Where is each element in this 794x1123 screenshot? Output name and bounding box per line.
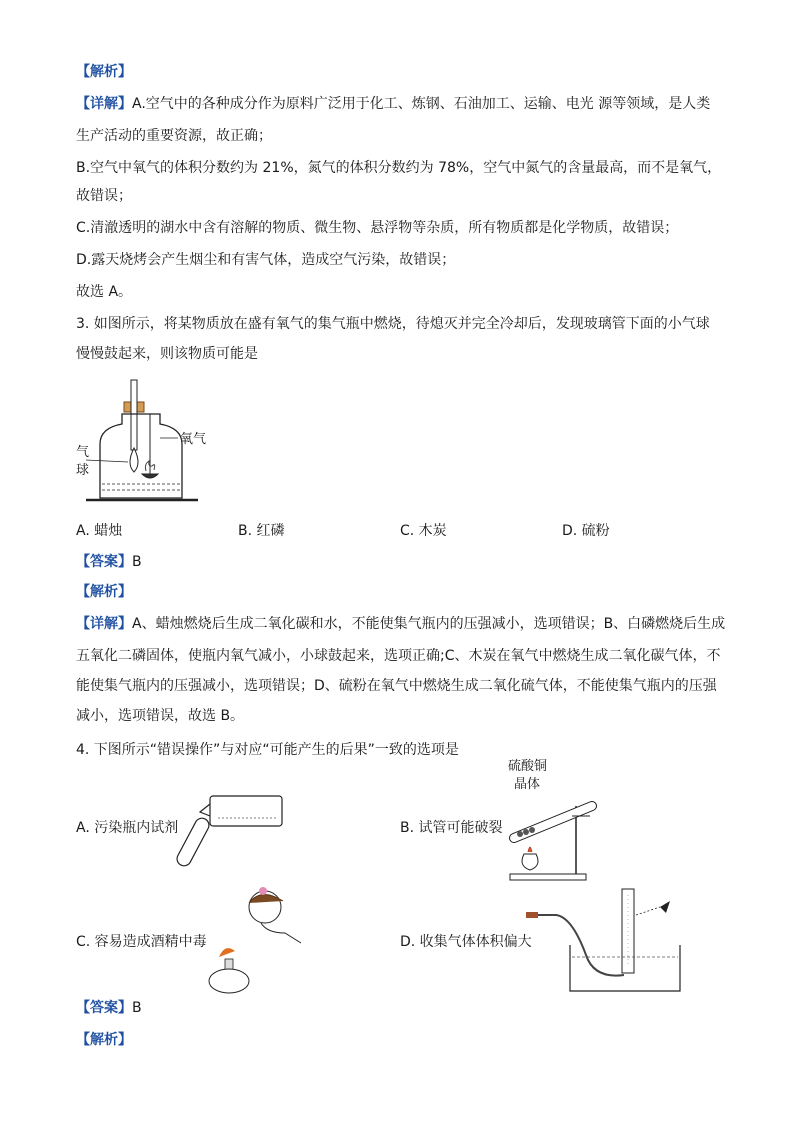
crystal-label: 晶体: [514, 777, 541, 792]
gas-bottle-figure: [76, 378, 226, 508]
option-b: B. 试管可能破裂: [400, 820, 503, 836]
answer-line: [76, 998, 142, 1018]
answer-heading: 【答案】: [76, 1000, 132, 1016]
detail-text: A.空气中的各种成分作为原料广泛用于化工、炼钢、石油加工、运输、电光 源等领域，是人类: [132, 96, 711, 112]
detail-line: [76, 94, 710, 114]
detail-line: D.露天烧烤会产生烟尘和有害气体，造成空气污染，故错误；: [76, 252, 456, 268]
analysis-heading: 【解析】: [76, 64, 132, 80]
option-c: C. 容易造成酒精中毒: [76, 934, 207, 950]
heating-figure: [500, 759, 620, 882]
copper-sulfate-label: 硫酸铜: [508, 759, 548, 774]
answer-line: [76, 552, 142, 572]
detail-heading: 【详解】: [76, 96, 132, 112]
detail-line: 能使集气瓶内的压强减小，选项错误；D、硫粉在氧气中燃烧生成二氧化硫气体，不能使集气瓶内的压强: [76, 678, 717, 694]
option-a: A. 污染瓶内试剂: [76, 820, 179, 836]
detail-line: [76, 614, 725, 634]
answer-heading: 【答案】: [76, 554, 132, 570]
oxygen-label: 氧气: [180, 432, 207, 447]
balloon-label: 气: [76, 445, 90, 460]
detail-line: C.清澈透明的湖水中含有溶解的物质、微生物、悬浮物等杂质，所有物质都是化学物质，故错误；: [76, 220, 679, 236]
gas-collection-figure: [566, 885, 696, 995]
balloon-label: 球: [76, 463, 90, 478]
detail-line: 五氧化二磷固体，使瓶内氧气减小，小球鼓起来，选项正确;C、木炭在氧气中燃烧生成二氧化碳气体，不: [76, 648, 721, 664]
detail-line: 生产活动的重要资源，故正确；: [76, 128, 272, 144]
answer-value: B: [132, 1000, 142, 1016]
option-a: A. 蜡烛: [76, 523, 123, 539]
answer-value: B: [132, 554, 142, 570]
blowing-lamp-figure: [205, 885, 305, 995]
detail-text: A、蜡烛燃烧后生成二氧化碳和水，不能使集气瓶内的压强减小，选项错误；B、白磷燃烧后生成: [132, 616, 726, 632]
option-c: C. 木炭: [400, 523, 447, 539]
question-stem: 慢慢鼓起来，则该物质可能是: [76, 346, 258, 362]
analysis-heading: 【解析】: [76, 1032, 132, 1048]
analysis-heading: 【解析】: [76, 584, 132, 600]
pouring-figure: [180, 790, 290, 870]
option-b: B. 红磷: [238, 523, 285, 539]
detail-line: 减小，选项错误，故选 B。: [76, 708, 245, 724]
detail-line: B.空气中氧气的体积分数约为 21%，氮气的体积分数约为 78%，空气中氮气的含量最高，而不是氧气，: [76, 160, 722, 176]
option-d: D. 硫粉: [562, 523, 610, 539]
option-d: D. 收集气体体积偏大: [400, 934, 532, 950]
detail-line: 故错误；: [76, 188, 132, 204]
detail-heading: 【详解】: [76, 616, 132, 632]
question-stem: 4. 下图所示“错误操作”与对应“可能产生的后果”一致的选项是: [76, 742, 459, 758]
conclusion-line: 故选 A。: [76, 284, 133, 300]
question-stem: 3. 如图所示，将某物质放在盛有氧气的集气瓶中燃烧，待熄灭并完全冷却后，发现玻璃管下面的小气球: [76, 316, 710, 332]
